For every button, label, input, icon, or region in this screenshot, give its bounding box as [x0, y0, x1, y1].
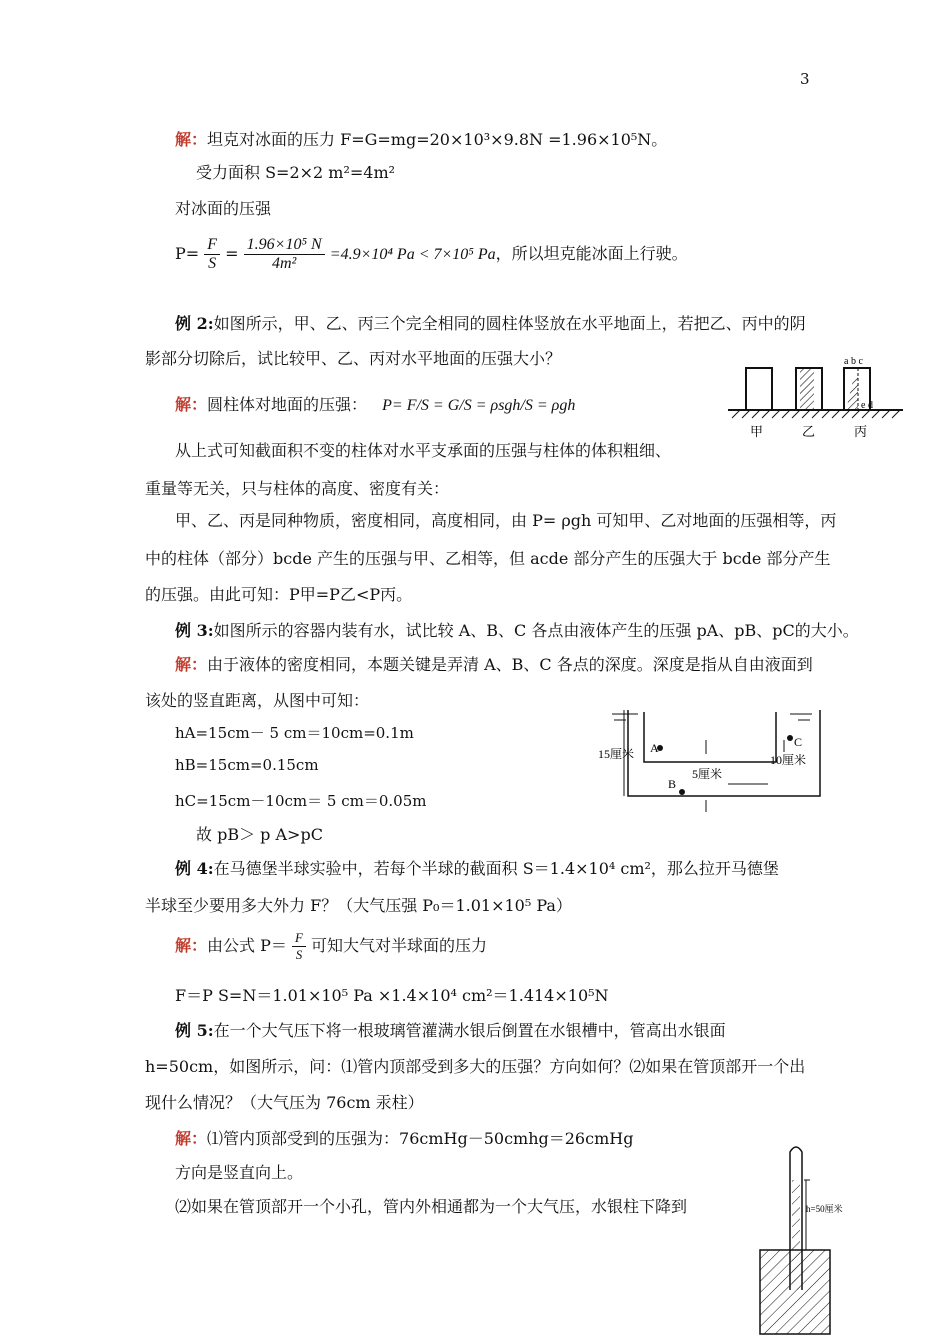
example-4-solution: [175, 930, 487, 963]
example-text: 在马德堡半球实验中，若每个半球的截面积 S＝1.4×10⁴ cm²，那么拉开马德堡: [213, 859, 779, 878]
formula-text: 圆柱体对地面的压强：: [207, 395, 368, 414]
example-5-solution: [175, 1126, 633, 1149]
fraction-numerator: F: [204, 236, 220, 255]
ex2-para2-line3: 的压强。由此可知：P甲=P乙<P丙。: [145, 585, 413, 604]
fraction-numerator: F: [292, 930, 306, 947]
ex3-line2: 该处的竖直距离，从图中可知：: [145, 691, 370, 710]
cylinder-jia: [746, 368, 772, 410]
ex2-para1-line2: 重量等无关，只与柱体的高度、密度有关：: [145, 479, 450, 498]
ex2-para1-line1: 从上式可知截面积不变的柱体对水平支承面的压强与柱体的体积粗细、: [175, 441, 672, 460]
page-number: 3: [800, 70, 810, 88]
container-figure: [598, 700, 828, 820]
fraction-denominator: 4m²: [271, 255, 297, 272]
ex5-ans1b: 方向是竖直向上。: [175, 1163, 304, 1182]
fraction-denominator: S: [295, 947, 303, 962]
example-3-line1: [175, 618, 859, 641]
example-label: 例 5:: [175, 1021, 214, 1040]
depth-hA: hA=15cm－ 5 cm＝10cm=0.1m: [175, 724, 414, 742]
depth-hC: hC=15cm－10cm＝ 5 cm＝0.05m: [175, 792, 427, 810]
example-3-solution: [175, 652, 813, 675]
pressure-formula: P= F/S = G/S = ρsgh/S = ρgh: [382, 397, 576, 414]
ex2-para2-line1: 甲、乙、丙是同种物质，密度相同，高度相同，由 P= ρgh 可知甲、乙对地面的压强相等，丙: [175, 511, 837, 530]
pressure-result: =4.9×10⁴ Pa < 7×10⁵ Pa: [329, 246, 496, 263]
label-a: A: [650, 741, 659, 755]
formula-text: 可知大气对半球面的压力: [311, 936, 488, 955]
label-10cm: 10厘米: [770, 753, 807, 767]
ex3-conclusion: 故 pB＞ p A>pC: [196, 825, 323, 844]
example-4-line1: [175, 856, 779, 879]
example-5-line1: [175, 1018, 726, 1041]
solution-label: 解：: [175, 395, 208, 414]
example-5-line3: 现什么情况？（大气压为 76cm 汞柱）: [145, 1093, 424, 1112]
tank-pressure-formula: [175, 236, 688, 273]
example-4-line2: 半球至少要用多大外力 F？（大气压强 P₀＝1.01×10⁵ Pa）: [145, 896, 572, 915]
point-c: [787, 735, 793, 741]
example-2-solution: [175, 392, 575, 415]
tank-conclusion: ，所以坦克能冰面上行驶。: [495, 244, 688, 263]
letters-bottom: e d: [861, 400, 873, 411]
label-15cm: 15厘米: [598, 747, 635, 761]
letters-top: a b c: [844, 356, 863, 367]
formula-text: 由公式 P＝: [207, 936, 287, 955]
solution-label: 解：: [175, 936, 208, 955]
ex2-para2-line2: 中的柱体（部分）bcde 产生的压强与甲、乙相等，但 acde 部分产生的压强大于 bcde 部分产生: [145, 549, 831, 568]
depth-hB: hB=15cm=0.15cm: [175, 756, 319, 774]
label-bing: 丙: [854, 424, 868, 439]
container-inner-step: [644, 712, 776, 762]
formula-prefix: P=: [175, 244, 200, 263]
tank-force: 坦克对冰面的压力 F=G=mg=20×10³×9.8N =1.96×10⁵N。: [207, 130, 668, 149]
solution-text: 由于液体的密度相同，本题关键是弄清 A、B、C 各点的深度。深度是指从自由液面到: [207, 655, 813, 674]
example-label: 例 3:: [175, 621, 214, 640]
example-2-line1: [175, 311, 806, 334]
example-2-line2: 影部分切除后，试比较甲、乙、丙对水平地面的压强大小？: [145, 349, 562, 368]
ground-hatch: [732, 410, 900, 418]
tank-solution-line: [175, 127, 667, 150]
fraction-denominator: S: [208, 255, 217, 272]
label-b: B: [668, 777, 677, 791]
mercury-column: [792, 1180, 800, 1290]
example-label: 例 4:: [175, 859, 214, 878]
label-jia: 甲: [750, 424, 764, 439]
solution-label: 解：: [175, 1129, 208, 1148]
example-text: 如图所示的容器内装有水，试比较 A、B、C 各点由液体产生的压强 pA、pB、pC的大小。: [213, 621, 859, 640]
point-b: [679, 789, 685, 795]
solution-label: 解：: [175, 130, 208, 149]
yi-shaded-part: [800, 368, 814, 410]
tank-pressure-label: 对冰面的压强: [175, 199, 272, 218]
fraction-numerator: 1.96×10⁵ N: [244, 236, 325, 255]
example-text: 在一个大气压下将一根玻璃管灌满水银后倒置在水银槽中，管高出水银面: [213, 1021, 726, 1040]
cylinders-figure: [728, 352, 918, 444]
solution-label: 解：: [175, 655, 208, 674]
label-h50: h=50厘米: [806, 1204, 843, 1214]
bing-shaded-part: [846, 376, 858, 410]
label-c: C: [794, 735, 803, 749]
example-label: 例 2:: [175, 314, 214, 333]
solution-text: ⑴管内顶部受到的压强为：76cmHg－50cmhg＝26cmHg: [207, 1129, 634, 1148]
ex5-ans2: ⑵如果在管顶部开一个小孔，管内外相通都为一个大气压，水银柱下降到: [175, 1197, 688, 1216]
tank-area: 受力面积 S=2×2 m²=4m²: [196, 163, 396, 182]
mercury-tube-figure: [754, 1140, 864, 1340]
example-text: 如图所示，甲、乙、丙三个完全相同的圆柱体竖放在水平地面上，若把乙、丙中的阴: [213, 314, 806, 333]
label-yi: 乙: [802, 424, 816, 439]
equals-sign: =: [225, 244, 239, 263]
label-5cm: 5厘米: [692, 767, 723, 781]
ex4-result: F＝P S=N＝1.01×10⁵ Pa ×1.4×10⁴ cm²＝1.414×10⁵N: [175, 986, 609, 1005]
example-5-line2: h=50cm，如图所示，问：⑴管内顶部受到多大的压强？方向如何？⑵如果在管顶部开一个出: [145, 1057, 806, 1076]
